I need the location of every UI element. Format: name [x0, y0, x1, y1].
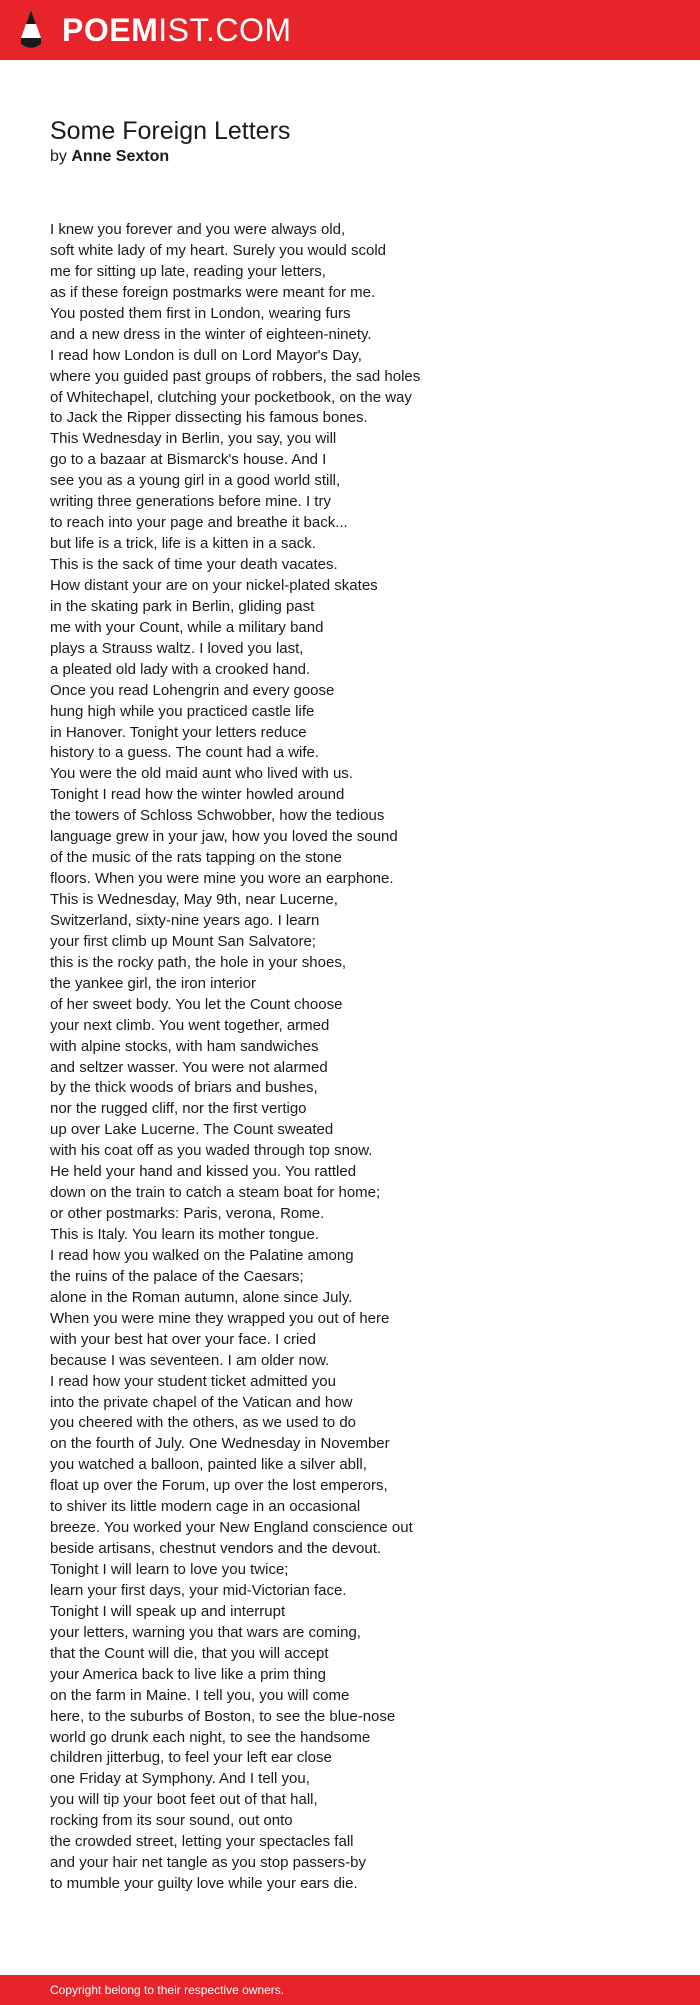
poem-heading: [50, 116, 650, 168]
poem-line: you will tip your boot feet out of that hall,: [50, 1791, 318, 1809]
poem-line: rocking from its sour sound, out onto: [50, 1812, 293, 1830]
poem-line: with your best hat over your face. I cried: [50, 1330, 316, 1348]
poem-line: or other postmarks: Paris, verona, Rome.: [50, 1205, 325, 1223]
poem-line: When you were mine they wrapped you out of here: [50, 1309, 390, 1327]
poem-line: I read how you walked on the Palatine among: [50, 1246, 354, 1264]
poem-line: go to a bazaar at Bismarck's house. And I: [50, 451, 327, 469]
poem-line: of the music of the rats tapping on the stone: [50, 849, 342, 867]
poem-line: the crowded street, letting your spectacles fall: [50, 1833, 354, 1851]
poem-line: This is Italy. You learn its mother tongue.: [50, 1226, 320, 1243]
site-logo-link[interactable]: [18, 8, 292, 52]
poem-line: the yankee girl, the iron interior: [50, 974, 256, 992]
poem-line: I knew you forever and you were always old,: [50, 221, 346, 238]
poem-line: Tonight I will learn to love you twice;: [50, 1561, 289, 1578]
by-label: by: [50, 148, 67, 165]
poem-line: beside artisans, chestnut vendors and the devout.: [50, 1540, 382, 1558]
poem-line: Switzerland, sixty-nine years ago. I learn: [50, 911, 320, 929]
poem-line: soft white lady of my heart. Surely you would scold: [50, 241, 386, 259]
poem-line: history to a guess. The count had a wife.: [50, 744, 320, 762]
poem-line: to mumble your guilty love while your ears die.: [50, 1875, 358, 1893]
poem-line: you watched a balloon, painted like a silver abll,: [50, 1456, 367, 1474]
poem-line: hung high while you practiced castle life: [50, 702, 315, 720]
poem-line: How distant your are on your nickel-plated skates: [50, 576, 378, 594]
poem-line: into the private chapel of the Vatican and how: [50, 1393, 353, 1411]
poem-line: world go drunk each night, to see the handsome: [50, 1728, 371, 1746]
poem-line: this is the rocky path, the hole in your shoes,: [50, 953, 346, 971]
poem-line: by the thick woods of briars and bushes,: [50, 1079, 318, 1097]
poem-line: in Hanover. Tonight your letters reduce: [50, 723, 307, 741]
poem-line: your America back to live like a prim thing: [50, 1665, 326, 1683]
poem-line: the towers of Schloss Schwobber, how the tedious: [50, 807, 385, 825]
site-footer: [0, 1975, 700, 2005]
poem-author: Anne Sexton: [71, 148, 170, 165]
poem-line: You posted them first in London, wearing furs: [50, 304, 351, 322]
poem-line: up over Lake Lucerne. The Count sweated: [50, 1121, 334, 1139]
poem-line: here, to the suburbs of Boston, to see the blue-nose: [50, 1707, 396, 1725]
site-logo-text: [62, 14, 292, 46]
logo-light-part: IST.COM: [158, 12, 292, 48]
poem-line: and a new dress in the winter of eighteen-ninety.: [50, 325, 372, 343]
copyright-notice: Copyright belong to their respective owners.: [50, 1983, 285, 1997]
poem-line: down on the train to catch a steam boat for home;: [50, 1184, 381, 1202]
poem-line: on the fourth of July. One Wednesday in November: [50, 1435, 390, 1453]
poem-line: This is Wednesday, May 9th, near Lucerne,: [50, 891, 338, 908]
poem-line: You were the old maid aunt who lived with us.: [50, 765, 353, 783]
poem-line: the ruins of the palace of the Caesars;: [50, 1267, 304, 1285]
poem-line: Once you read Lohengrin and every goose: [50, 681, 335, 699]
poem-line: and your hair net tangle as you stop passers-by: [50, 1854, 367, 1872]
poem-line: writing three generations before mine. I try: [50, 493, 331, 511]
site-header: [0, 0, 700, 60]
poem-line: me for sitting up late, reading your letters,: [50, 262, 326, 280]
poem-line: This is the sack of time your death vacates.: [50, 556, 338, 573]
poem-line: I read how London is dull on Lord Mayor's Day,: [50, 346, 362, 364]
poem-line: one Friday at Symphony. And I tell you,: [50, 1770, 310, 1788]
poem-line: because I was seventeen. I am older now.: [50, 1351, 330, 1369]
poem-line: of her sweet body. You let the Count choose: [50, 995, 343, 1013]
poem-line: you cheered with the others, as we used to do: [50, 1414, 357, 1432]
poem-line: floors. When you were mine you wore an earphone.: [50, 870, 394, 888]
poem-line: I read how your student ticket admitted you: [50, 1372, 336, 1390]
poem-line: to shiver its little modern cage in an occasional: [50, 1498, 361, 1516]
logo-bold-part: POEM: [62, 12, 159, 48]
poem-line: with alpine stocks, with ham sandwiches: [50, 1037, 319, 1055]
poem-body: [50, 220, 650, 1895]
poem-line: language grew in your jaw, how you loved the sound: [50, 828, 398, 846]
poem-line: nor the rugged cliff, nor the first vertigo: [50, 1100, 307, 1118]
poem-line: alone in the Roman autumn, alone since July.: [50, 1288, 353, 1306]
pencil-tip-icon: [18, 8, 44, 52]
poem-line: learn your first days, your mid-Victorian face.: [50, 1581, 347, 1599]
poem-line: and seltzer wasser. You were not alarmed: [50, 1058, 328, 1076]
poem-line: plays a Strauss waltz. I loved you last,: [50, 639, 304, 657]
poem-line: to Jack the Ripper dissecting his famous bones.: [50, 409, 368, 427]
poem-line: a pleated old lady with a crooked hand.: [50, 660, 311, 678]
poem-line: see you as a young girl in a good world still,: [50, 472, 341, 490]
poem-line: float up over the Forum, up over the lost emperors,: [50, 1477, 388, 1495]
poem-line: me with your Count, while a military band: [50, 618, 324, 636]
poem-line: on the farm in Maine. I tell you, you will come: [50, 1686, 350, 1704]
poem-line: He held your hand and kissed you. You rattled: [50, 1163, 357, 1181]
poem-line: with his coat off as you waded through top snow.: [50, 1142, 373, 1160]
poem-line: as if these foreign postmarks were meant for me.: [50, 283, 376, 301]
poem-line: your next climb. You went together, armed: [50, 1016, 330, 1034]
poem-line: Tonight I will speak up and interrupt: [50, 1602, 286, 1620]
poem-line: your first climb up Mount San Salvatore;: [50, 932, 316, 950]
poem-byline: [50, 146, 650, 168]
poem-line: in the skating park in Berlin, gliding past: [50, 597, 315, 615]
poem-line: to reach into your page and breathe it back...: [50, 514, 348, 532]
poem-line: This Wednesday in Berlin, you say, you will: [50, 430, 337, 448]
poem-line: that the Count will die, that you will accept: [50, 1644, 329, 1662]
poem-line: where you guided past groups of robbers, the sad holes: [50, 367, 421, 385]
poem-line: but life is a trick, life is a kitten in a sack.: [50, 535, 316, 553]
poem-line: of Whitechapel, clutching your pocketbook, on the way: [50, 388, 412, 406]
poem-line: Tonight I read how the winter howled around: [50, 786, 345, 804]
poem-line: children jitterbug, to feel your left ear close: [50, 1749, 332, 1767]
poem-line: your letters, warning you that wars are coming,: [50, 1623, 361, 1641]
poem-line: breeze. You worked your New England conscience out: [50, 1519, 413, 1537]
poem-title: Some Foreign Letters: [50, 117, 291, 145]
